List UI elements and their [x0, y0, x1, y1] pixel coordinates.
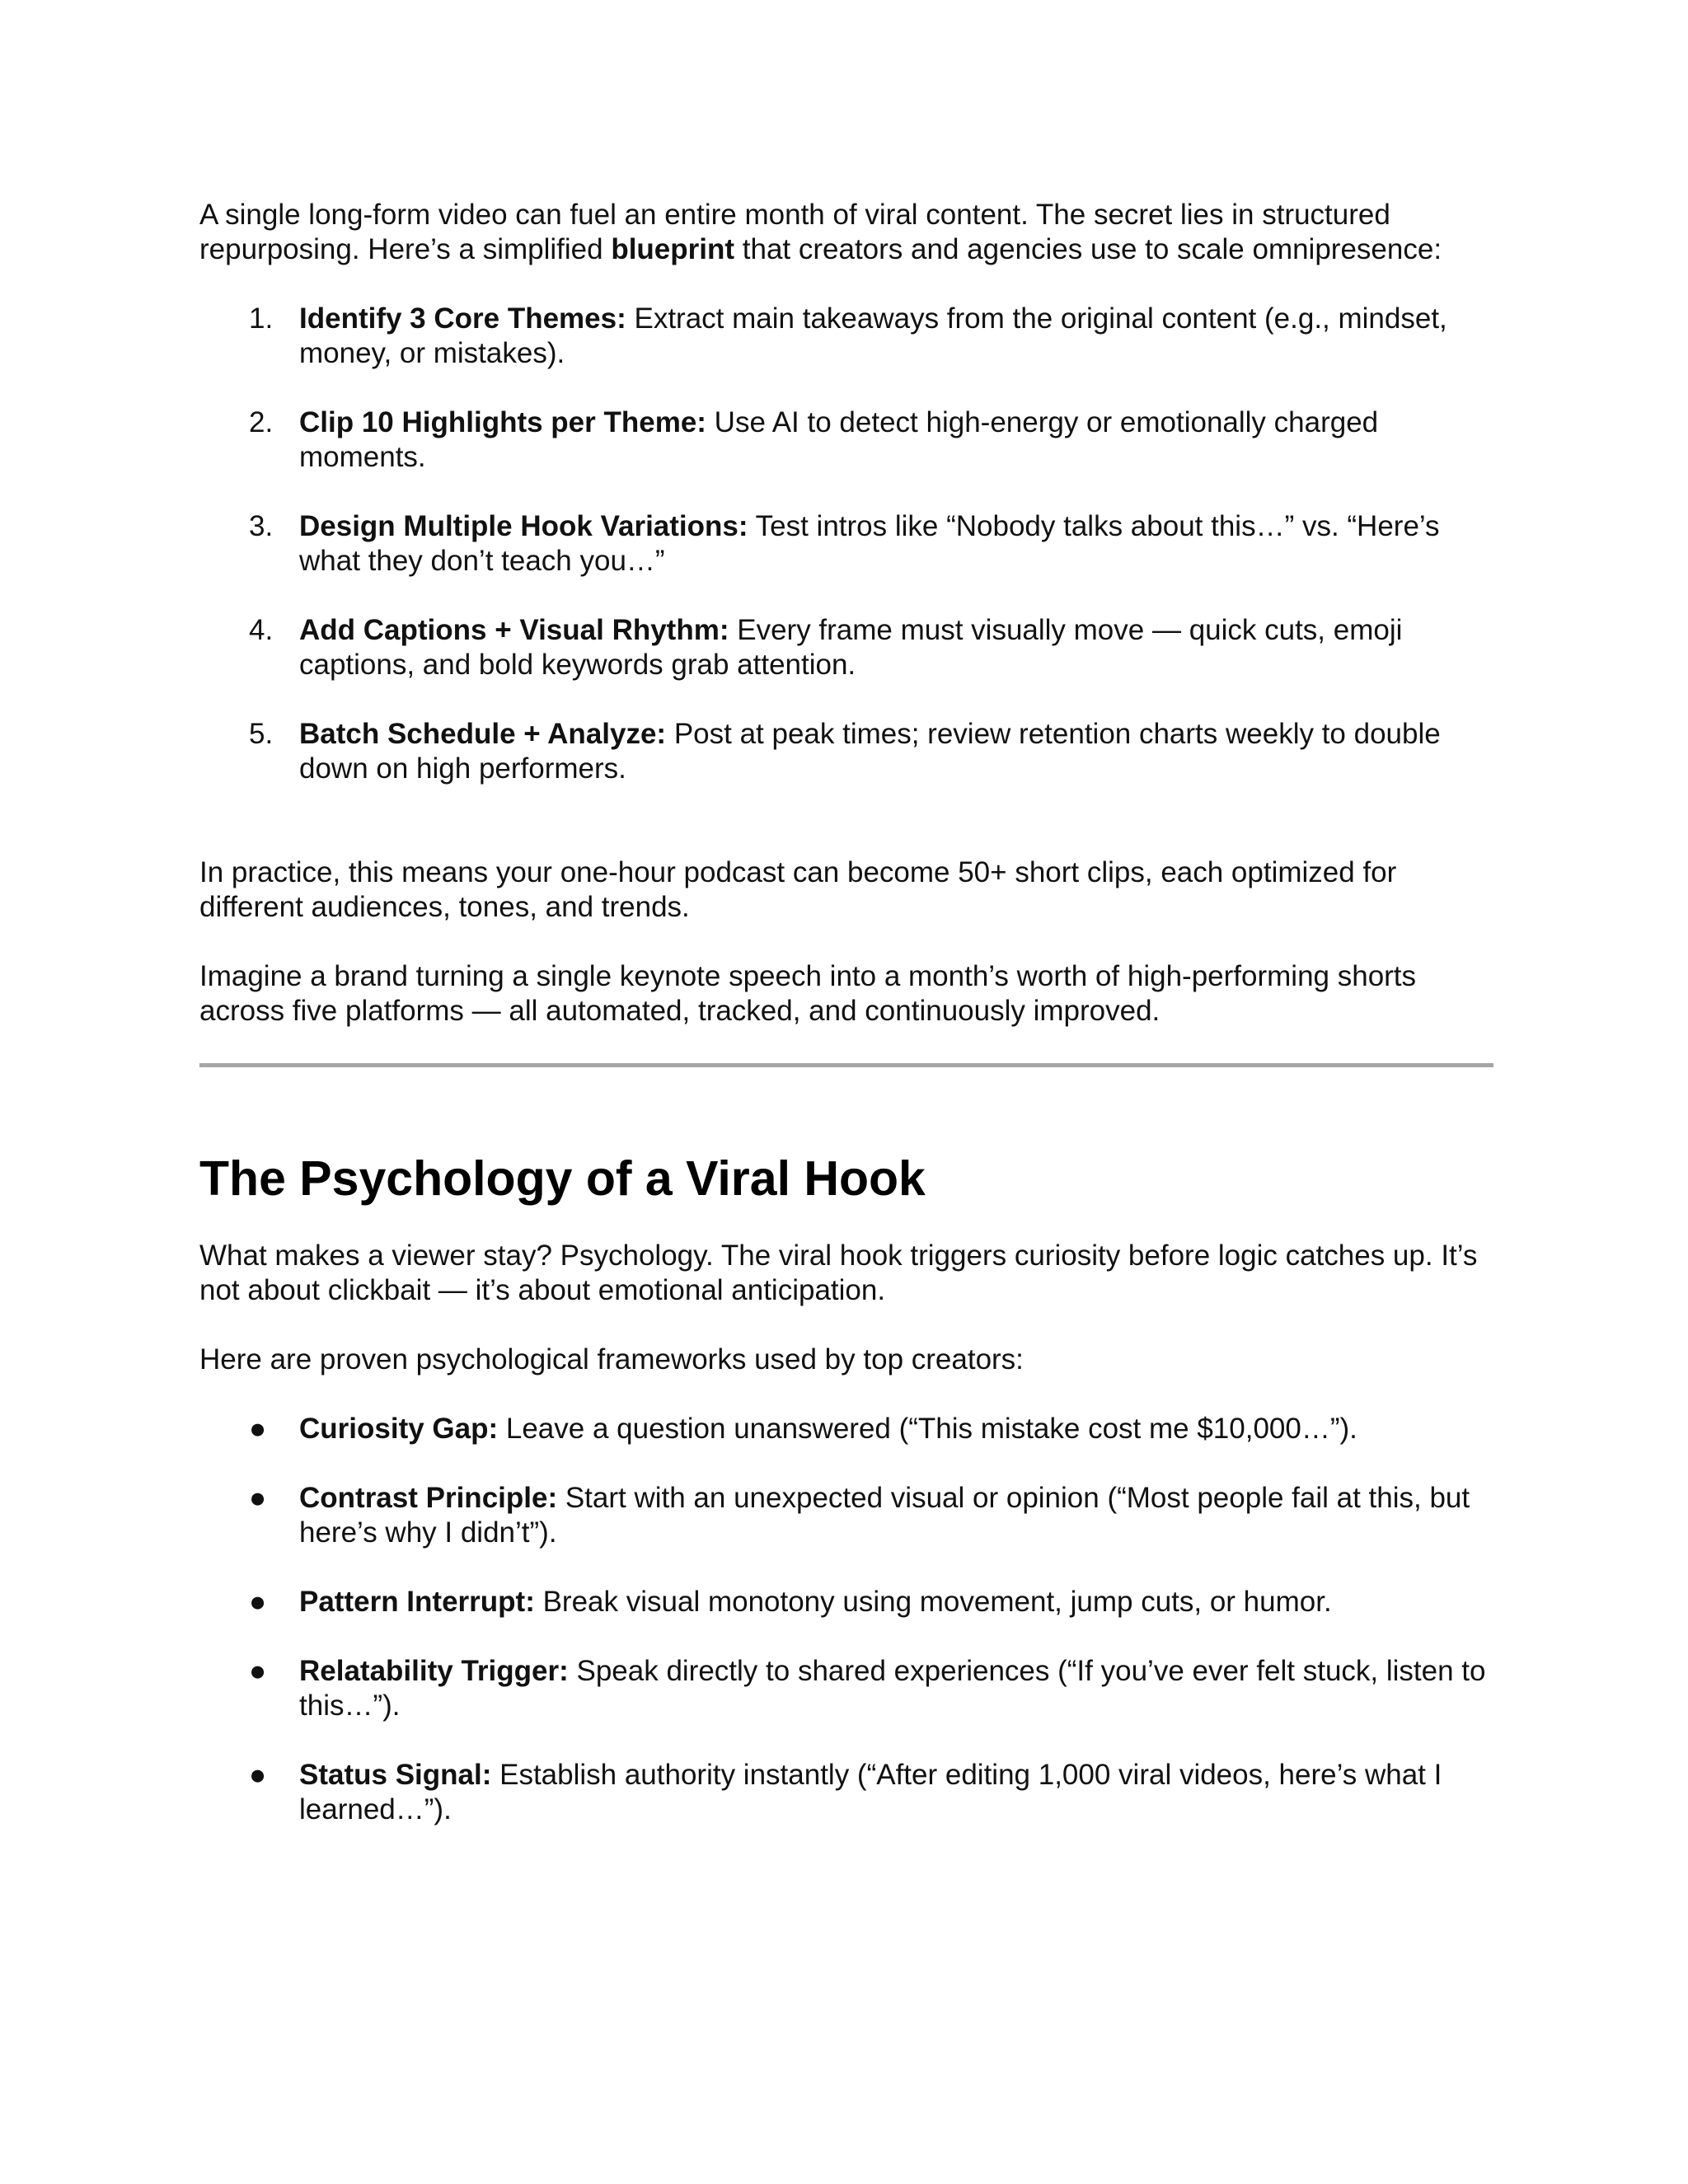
step-number: 2. [249, 406, 274, 438]
step-text: Use AI to detect high-energy or emotionally charged moments. [299, 406, 1379, 473]
horizontal-divider [199, 1063, 1493, 1067]
list-item [199, 302, 1493, 371]
bullet-text: Establish authority instantly (“After editing 1,000 viral videos, here’s what I learned…”). [299, 1759, 1442, 1825]
step-number: 3. [249, 510, 274, 542]
step-title: Clip 10 Highlights per Theme: [299, 406, 706, 438]
list-item [199, 509, 1493, 579]
step-number: 1. [249, 302, 274, 335]
blueprint-steps-list [199, 302, 1493, 786]
psychology-intro-paragraph: What makes a viewer stay? Psychology. The viral hook triggers curiosity before logic catches up. It’s not about clickbait — it’s about emotional anticipation. [199, 1240, 1478, 1306]
step-number: 5. [249, 718, 274, 750]
bullet-title: Contrast Principle: [299, 1482, 558, 1514]
bullet-text: Break visual monotony using movement, jump cuts, or humor. [534, 1586, 1332, 1618]
list-item [199, 1585, 1493, 1619]
bullet-icon: ● [249, 1586, 267, 1618]
bullet-title: Curiosity Gap: [299, 1413, 499, 1445]
bullet-icon: ● [249, 1655, 267, 1687]
intro-bold-word: blueprint [611, 233, 735, 265]
list-item [199, 1758, 1493, 1827]
list-item [199, 1654, 1493, 1723]
step-text: Test intros like “Nobody talks about this…” vs. “Here’s what they don’t teach you…” [299, 510, 1440, 577]
bullet-icon: ● [249, 1759, 267, 1791]
bullet-text: Speak directly to shared experiences (“If you’ve ever felt stuck, listen to this…”). [299, 1655, 1486, 1722]
bullet-title: Pattern Interrupt: [299, 1586, 535, 1618]
bullet-text: Start with an unexpected visual or opinion (“Most people fail at this, but here’s why I didn’t”). [299, 1482, 1470, 1549]
step-title: Identify 3 Core Themes: [299, 302, 626, 335]
section-heading: The Psychology of a Viral Hook [199, 1151, 926, 1206]
frameworks-bullet-list [199, 1412, 1493, 1827]
step-text: Extract main takeaways from the original content (e.g., mindset, money, or mistakes). [299, 302, 1447, 369]
list-item [199, 613, 1493, 682]
step-text: Every frame must visually move — quick cuts, emoji captions, and bold keywords grab attention. [299, 614, 1403, 681]
intro-text-before: A single long-form video can fuel an entire month of viral content. The secret lies in structured repurposing. Here’s a simplified [199, 199, 1390, 265]
bullet-title: Relatability Trigger: [299, 1655, 569, 1687]
bullet-icon: ● [249, 1413, 267, 1445]
bullet-title: Status Signal: [299, 1759, 492, 1791]
list-item [199, 717, 1493, 786]
bullet-text: Leave a question unanswered (“This mistake cost me $10,000…”). [498, 1413, 1357, 1445]
list-item [199, 405, 1493, 475]
step-text: Post at peak times; review retention charts weekly to double down on high performers. [299, 718, 1441, 785]
step-title: Add Captions + Visual Rhythm: [299, 614, 729, 646]
step-number: 4. [249, 614, 274, 646]
bullet-icon: ● [249, 1482, 267, 1514]
list-item [199, 1481, 1493, 1550]
practice-paragraph: In practice, this means your one-hour podcast can become 50+ short clips, each optimized for different audiences, tones, and trends. [199, 856, 1397, 923]
step-title: Design Multiple Hook Variations: [299, 510, 748, 542]
intro-paragraph [199, 198, 1493, 267]
document-page [199, 198, 1493, 1827]
intro-text-after: that creators and agencies use to scale omnipresence: [734, 233, 1442, 265]
frameworks-intro-paragraph: Here are proven psychological frameworks used by top creators: [199, 1343, 1024, 1376]
list-item [199, 1412, 1493, 1446]
imagine-paragraph: Imagine a brand turning a single keynote speech into a month’s worth of high-performing shorts across five platforms — all automated, tracked, and continuously improved. [199, 960, 1417, 1027]
step-title: Batch Schedule + Analyze: [299, 718, 667, 750]
